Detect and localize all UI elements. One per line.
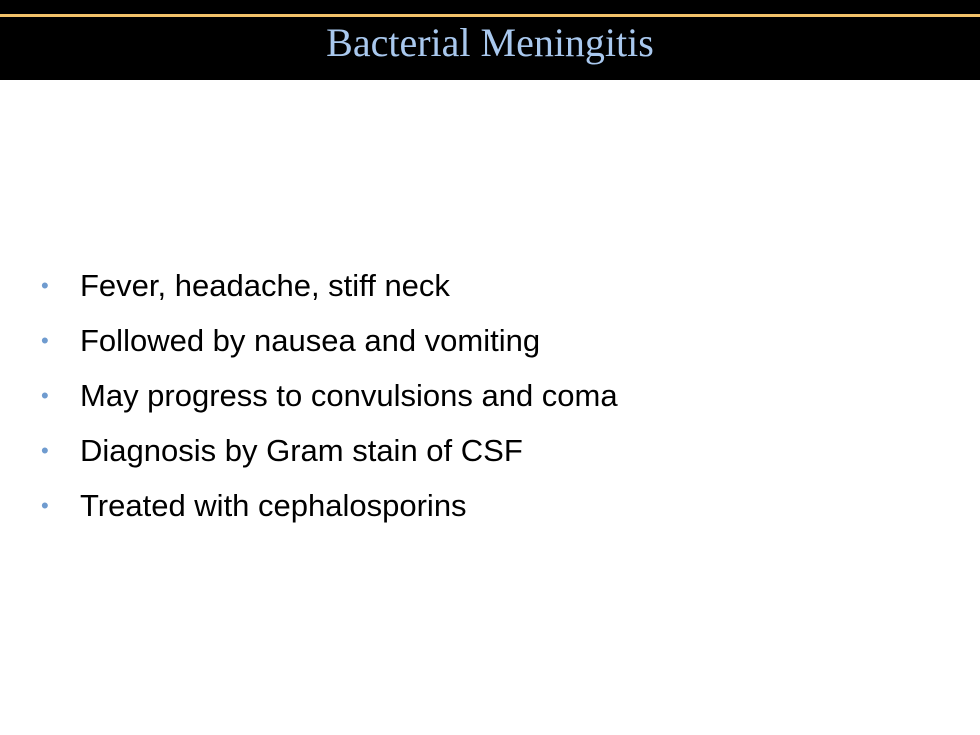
bullet-dot-icon: • [41,438,49,463]
bullet-item [0,318,980,373]
bullet-text: Followed by nausea and vomiting [80,323,541,358]
bullet-item [0,428,980,483]
bullet-text: Diagnosis by Gram stain of CSF [80,433,523,468]
bullet-list [0,263,980,538]
title-bar [0,0,980,80]
title-accent-rule [0,14,980,17]
bullet-item [0,373,980,428]
bullet-dot-icon: • [41,493,49,518]
bullet-item [0,483,980,538]
slide-title: Bacterial Meningitis [326,20,654,65]
bullet-text: May progress to convulsions and coma [80,378,618,413]
bullet-text: Fever, headache, stiff neck [80,268,450,303]
bullet-item [0,263,980,318]
bullet-dot-icon: • [41,273,49,298]
bullet-text: Treated with cephalosporins [80,488,467,523]
bullet-dot-icon: • [41,328,49,353]
bullet-dot-icon: • [41,383,49,408]
